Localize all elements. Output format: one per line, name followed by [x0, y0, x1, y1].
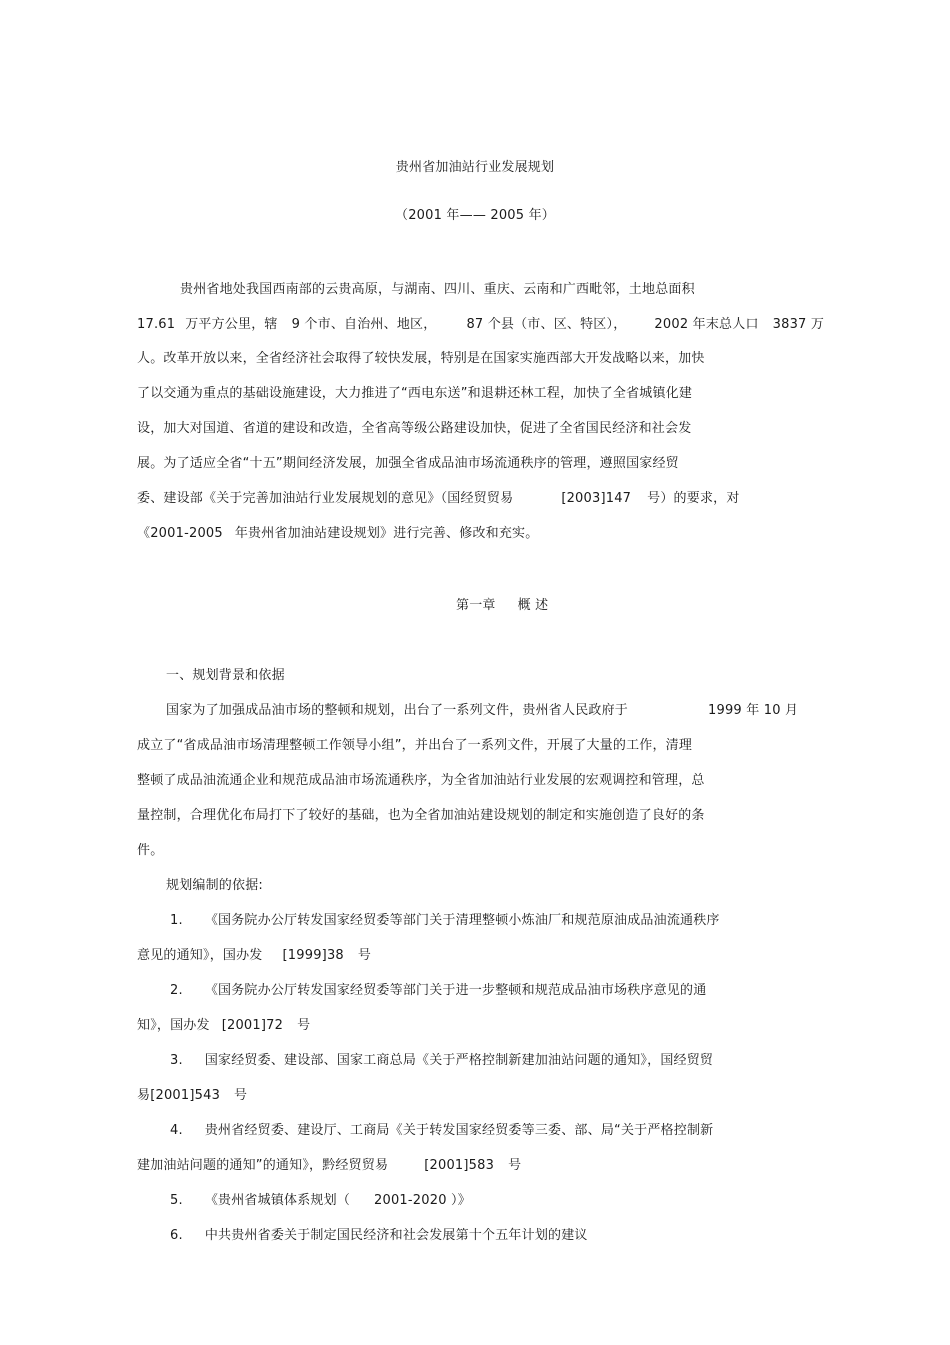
item-number: 1. — [170, 913, 183, 928]
intro-line-7: 委、建设部《关于完善加油站行业发展规划的意见》（国经贸贸易 [2003]147 号）的要求，对 — [137, 491, 740, 506]
chapter-label: 第一章 — [456, 598, 496, 613]
basis-item-1: 1. 《国务院办公厅转发国家经贸委等部门关于清理整顿小炼油厂和规范原油成品油流通秩序 — [170, 913, 720, 928]
basis-item-2: 2. 《国务院办公厅转发国家经贸委等部门关于进一步整顿和规范成品油市场秩序意见的通 — [170, 983, 707, 998]
section1-line-2: 成立了“省成品油市场清理整顿工作领导小组”，并出台了一系列文件，开展了大量的工作，清理 — [137, 738, 693, 753]
section1-line-1: 国家为了加强成品油市场的整顿和规划，出台了一系列文件，贵州省人民政府于 1999 年 10 月 — [166, 703, 799, 718]
basis-item-3: 3. 国家经贸委、建设部、国家工商总局《关于严格控制新建加油站问题的通知》，国经贸贸 — [170, 1053, 714, 1068]
item-number: 4. — [170, 1123, 183, 1138]
basis-item-1-cont: 意见的通知》，国办发 [1999]38 号 — [137, 948, 372, 963]
basis-item-4: 4. 贵州省经贸委、建设厅、工商局《关于转发国家经贸委等三委、部、局“关于严格控制新 — [170, 1123, 714, 1138]
item-number: 3. — [170, 1053, 183, 1068]
intro-line-1: 贵州省地处我国西南部的云贵高原，与湖南、四川、重庆、云南和广西毗邻，土地总面积 — [180, 282, 695, 297]
intro-area: 17.61 — [137, 317, 176, 332]
chapter-name: 概 述 — [517, 598, 549, 613]
document-subtitle: （2001 年—— 2005 年） — [395, 208, 555, 223]
intro-line-2: 17.61 万平方公里，辖 9 个市、自治州、地区， 87 个县（市、区、特区）， 2002 年末总人口 3837 万 — [137, 317, 825, 332]
basis-item-5: 5. 《贵州省城镇体系规划（ 2001-2020 ）》 — [170, 1193, 471, 1208]
basis-item-3-cont: 易[2001]543 号 — [137, 1088, 248, 1103]
basis-item-4-cont: 建加油站问题的通知”的通知》，黔经贸贸易 [2001]583 号 — [137, 1158, 522, 1173]
section-heading: 一、规划背景和依据 — [166, 668, 285, 683]
basis-item-6: 6. 中共贵州省委关于制定国民经济和社会发展第十个五年计划的建议 — [170, 1228, 588, 1243]
section1-line-3: 整顿了成品油流通企业和规范成品油市场流通秩序，为全省加油站行业发展的宏观调控和管理，总 — [137, 773, 705, 788]
chapter-heading — [456, 597, 548, 615]
intro-line-3: 人。改革开放以来，全省经济社会取得了较快发展，特别是在国家实施西部大开发战略以来，加快 — [137, 351, 705, 366]
item-number: 6. — [170, 1228, 183, 1243]
intro-line-5: 设，加大对国道、省道的建设和改造，全省高等级公路建设加快，促进了全省国民经济和社会发 — [137, 421, 692, 436]
section1-line-5: 件。 — [137, 843, 164, 858]
intro-line-4: 了以交通为重点的基础设施建设，大力推进了“西电东送”和退耕还林工程，加快了全省城镇化建 — [137, 386, 693, 401]
section1-line-4: 量控制，合理优化布局打下了较好的基础，也为全省加油站建设规划的制定和实施创造了良好的条 — [137, 808, 705, 823]
basis-item-2-cont: 知》，国办发 [2001]72 号 — [137, 1018, 311, 1033]
item-number: 5. — [170, 1193, 183, 1208]
basis-intro: 规划编制的依据: — [166, 878, 263, 893]
item-number: 2. — [170, 983, 183, 998]
intro-line-8: 《2001-2005 年贵州省加油站建设规划》进行完善、修改和充实。 — [137, 526, 539, 541]
intro-line-6: 展。为了适应全省“十五”期间经济发展，加强全省成品油市场流通秩序的管理，遵照国家经贸 — [137, 456, 679, 471]
document-title: 贵州省加油站行业发展规划 — [395, 160, 555, 175]
